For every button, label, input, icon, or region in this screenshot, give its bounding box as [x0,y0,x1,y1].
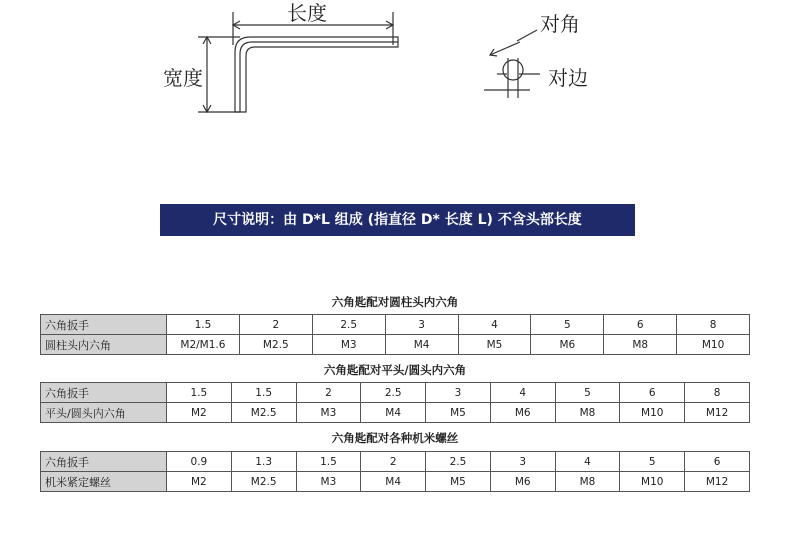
table-cell: M12 [685,472,750,492]
row-label: 机米紧定螺丝 [41,472,167,492]
table-cell: M8 [555,403,620,423]
table-cell: 5 [531,315,604,335]
table-cell: 4 [555,452,620,472]
table-cell: 3 [490,452,555,472]
table-cell: M3 [296,403,361,423]
table-cell: M2 [167,472,232,492]
table-cell: M5 [458,335,531,355]
table-cell: M8 [604,335,677,355]
table-row [41,315,750,335]
table-cell: 6 [685,452,750,472]
table-cell: M5 [426,472,491,492]
table-cell: 2.5 [361,383,426,403]
hex-key-diagram [0,0,790,130]
table-cell: M3 [312,335,385,355]
table-title: 六角匙配对平头/圆头内六角 [323,363,467,377]
table-cell: M2.5 [231,472,296,492]
table-cell: 2.5 [426,452,491,472]
table-title: 六角匙配对各种机米螺丝 [331,431,459,445]
table-row [41,403,750,423]
table-cell: 4 [458,315,531,335]
table-cell: 4 [490,383,555,403]
table-cell: M2 [167,403,232,423]
table-cell: 1.3 [231,452,296,472]
table-cell: 1.5 [231,383,296,403]
spec-table [40,314,750,355]
table-cell: M12 [685,403,750,423]
table-cell: 8 [685,383,750,403]
table-cell: M2.5 [231,403,296,423]
table-row [41,335,750,355]
table-cell: 5 [555,383,620,403]
table-cell: 5 [620,452,685,472]
table-cell: 1.5 [167,315,240,335]
table-cell: M4 [385,335,458,355]
table-row [41,383,750,403]
table-cell: 6 [604,315,677,335]
length-label: 长度 [287,1,327,25]
size-note-banner: 尺寸说明：由 D*L 组成 (指直径 D* 长度 L) 不含头部长度 [160,204,635,236]
table-cell: M10 [677,335,750,355]
table-cell: M6 [490,472,555,492]
table-cell: M4 [361,472,426,492]
table-title: 六角匙配对圆柱头内六角 [331,295,459,309]
table-cell: 0.9 [167,452,232,472]
table-cell: M6 [531,335,604,355]
table-cell: 3 [385,315,458,335]
table-row [41,472,750,492]
across-flats-label: 对边 [548,66,588,90]
table-cell: 1.5 [296,452,361,472]
across-corners-label: 对角 [540,12,580,36]
table-cell: 8 [677,315,750,335]
table-cell: M5 [426,403,491,423]
row-label: 平头/圆头内六角 [41,403,167,423]
table-cell: 1.5 [167,383,232,403]
table-cell: M10 [620,403,685,423]
row-label: 六角扳手 [41,315,167,335]
table-row [41,452,750,472]
table-cell: 2.5 [312,315,385,335]
table-cell: M3 [296,472,361,492]
spec-table [40,451,750,492]
table-cell: M10 [620,472,685,492]
row-label: 六角扳手 [41,452,167,472]
table-cell: M4 [361,403,426,423]
table-cell: 2 [361,452,426,472]
table-cell: 2 [239,315,312,335]
table-cell: 2 [296,383,361,403]
row-label: 六角扳手 [41,383,167,403]
table-cell: 3 [426,383,491,403]
row-label: 圆柱头内六角 [41,335,167,355]
width-label: 宽度 [163,66,203,90]
table-cell: M6 [490,403,555,423]
table-cell: M8 [555,472,620,492]
table-cell: M2.5 [239,335,312,355]
table-cell: M2/M1.6 [167,335,240,355]
spec-table [40,382,750,423]
table-cell: 6 [620,383,685,403]
